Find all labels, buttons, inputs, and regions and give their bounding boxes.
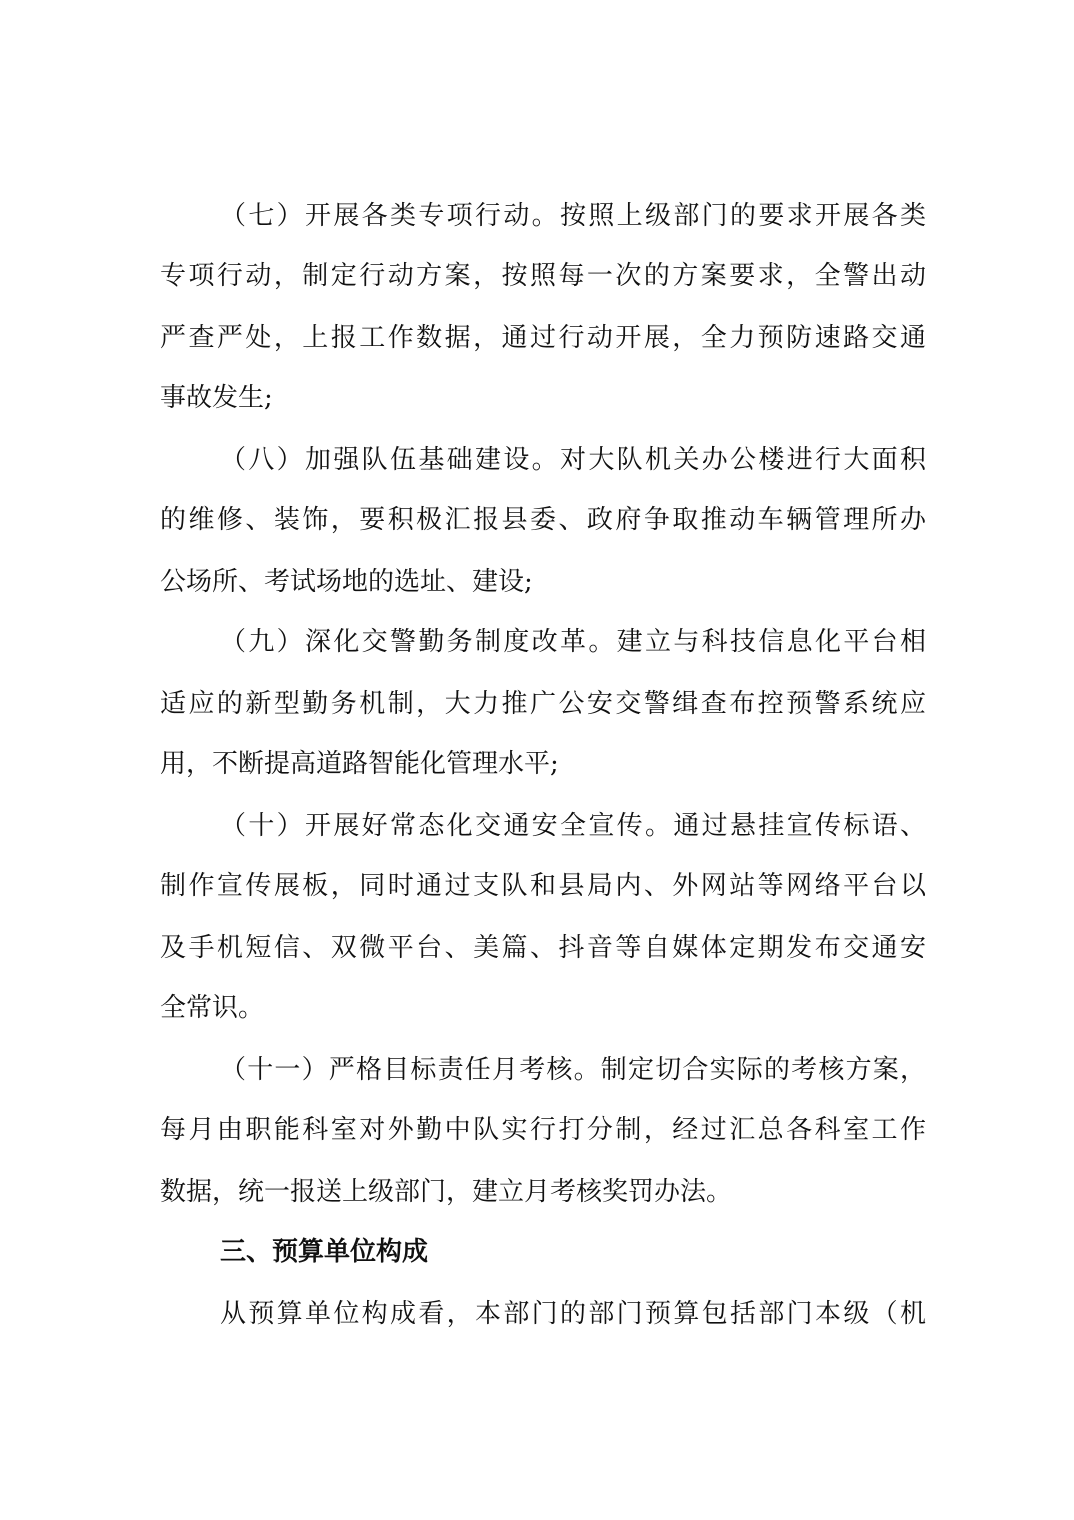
paragraph-8-line-2: 的维修、装饰，要积极汇报县委、政府争取推动车辆管理所办 bbox=[160, 505, 926, 535]
paragraph-11-line-2: 每月由职能科室对外勤中队实行打分制，经过汇总各科室工作 bbox=[160, 1115, 926, 1145]
paragraph-8-line-3: 公场所、考试场地的选址、建设; bbox=[160, 567, 533, 597]
paragraph-10-line-4: 全常识。 bbox=[160, 993, 265, 1023]
paragraph-11-line-3: 数据，统一报送上级部门，建立月考核奖罚办法。 bbox=[160, 1177, 733, 1207]
paragraph-8-line-1: （八）加强队伍基础建设。对大队机关办公楼进行大面积 bbox=[220, 445, 926, 475]
paragraph-9-line-2: 适应的新型勤务机制，大力推广公安交警缉查布控预警系统应 bbox=[160, 689, 926, 719]
paragraph-7-line-3: 严查严处，上报工作数据，通过行动开展，全力预防速路交通 bbox=[160, 323, 926, 353]
paragraph-7-line-2: 专项行动，制定行动方案，按照每一次的方案要求，全警出动 bbox=[160, 261, 926, 291]
section-heading: 三、预算单位构成 bbox=[220, 1237, 429, 1267]
paragraph-10-line-1: （十）开展好常态化交通安全宣传。通过悬挂宣传标语、 bbox=[220, 811, 926, 841]
paragraph-7-line-1: （七）开展各类专项行动。按照上级部门的要求开展各类 bbox=[220, 201, 926, 231]
section-paragraph-line-1: 从预算单位构成看，本部门的部门预算包括部门本级（机 bbox=[220, 1299, 926, 1329]
paragraph-9-line-1: （九）深化交警勤务制度改革。建立与科技信息化平台相 bbox=[220, 627, 926, 657]
paragraph-9-line-3: 用，不断提高道路智能化管理水平; bbox=[160, 749, 559, 779]
paragraph-11-line-1: （十一）严格目标责任月考核。制定切合实际的考核方案， bbox=[220, 1055, 926, 1085]
paragraph-10-line-3: 及手机短信、双微平台、美篇、抖音等自媒体定期发布交通安 bbox=[160, 933, 926, 963]
paragraph-7-line-4: 事故发生; bbox=[160, 383, 273, 413]
paragraph-10-line-2: 制作宣传展板，同时通过支队和县局内、外网站等网络平台以 bbox=[160, 871, 926, 901]
